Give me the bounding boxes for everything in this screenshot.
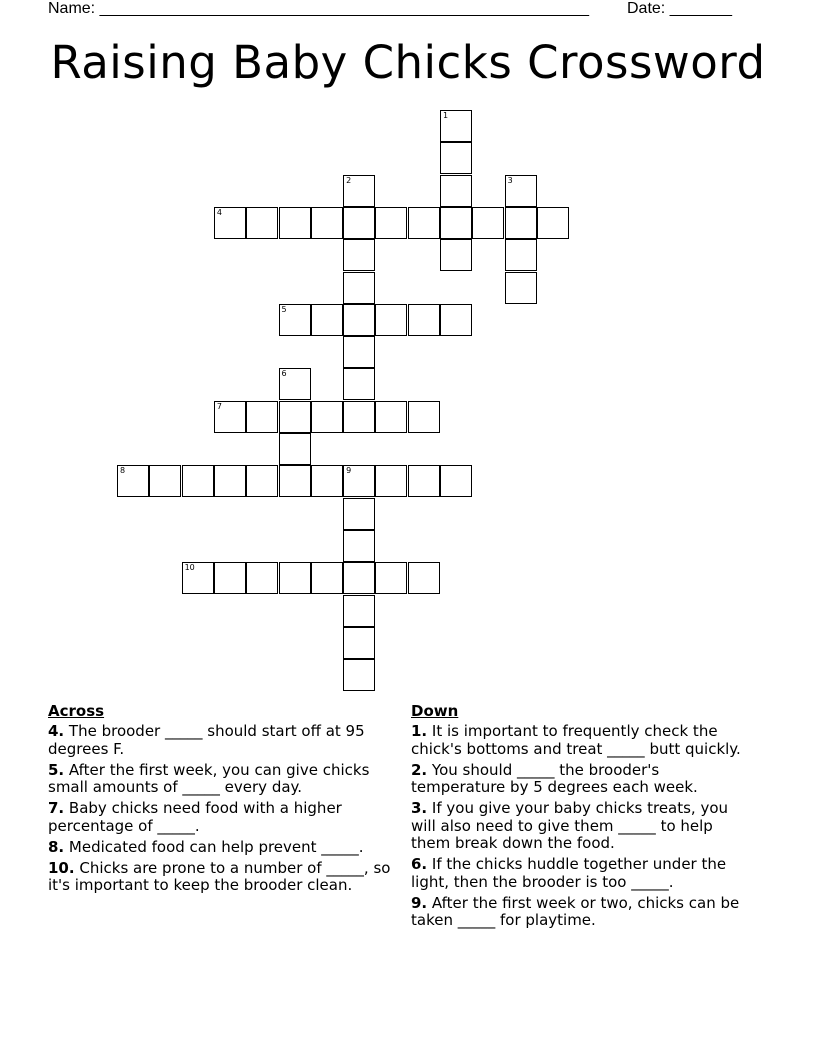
crossword-cell[interactable]: [343, 207, 375, 239]
clue-text: Chicks are prone to a number of _____, so it's important to keep the brooder clean.: [48, 858, 391, 894]
crossword-cell[interactable]: [343, 498, 375, 530]
cell-number: 10: [184, 563, 195, 573]
crossword-cell[interactable]: [343, 175, 375, 207]
crossword-cell[interactable]: [214, 465, 246, 497]
crossword-cell[interactable]: [182, 465, 214, 497]
cell-number: 3: [507, 175, 513, 185]
crossword-cell[interactable]: [279, 465, 311, 497]
crossword-cell[interactable]: [246, 401, 278, 433]
crossword-cell[interactable]: [408, 304, 440, 336]
across-heading: Across: [48, 702, 105, 720]
crossword-cell[interactable]: [440, 175, 472, 207]
crossword-cell[interactable]: [537, 207, 569, 239]
clue-number: 2.: [411, 760, 428, 779]
crossword-cell[interactable]: [505, 272, 537, 304]
clue-number: 6.: [411, 855, 428, 873]
crossword-cell[interactable]: [375, 562, 407, 594]
crossword-cell[interactable]: [343, 595, 375, 627]
crossword-cell[interactable]: [279, 401, 311, 433]
crossword-cell[interactable]: [408, 465, 440, 497]
crossword-cell[interactable]: [375, 207, 407, 239]
down-heading: Down: [411, 702, 459, 720]
clue-text: You should _____ the brooder's temperature by 5 degrees each week.: [411, 760, 698, 796]
crossword-cell[interactable]: [246, 207, 278, 239]
crossword-cell[interactable]: [182, 562, 214, 594]
clue-text: Medicated food can help prevent _____.: [68, 837, 364, 856]
crossword-cell[interactable]: [343, 562, 375, 594]
page-title: Raising Baby Chicks Crossword: [50, 36, 766, 89]
crossword-cell[interactable]: [246, 465, 278, 497]
clue-text: If you give your baby chicks treats, you will also need to give them _____ to help them break down the food.: [411, 799, 729, 852]
down-clues: [411, 702, 756, 933]
crossword-cell[interactable]: [375, 401, 407, 433]
crossword-cell[interactable]: [505, 207, 537, 239]
clue-text: After the first week or two, chicks can be taken _____ for playtime.: [411, 893, 740, 929]
crossword-cell[interactable]: [440, 207, 472, 239]
cell-number: 5: [281, 304, 287, 314]
crossword-cell[interactable]: [343, 465, 375, 497]
clue-text: Baby chicks need food with a higher percentage of _____.: [48, 799, 342, 835]
across-clue: [48, 800, 398, 835]
crossword-cell[interactable]: [375, 465, 407, 497]
name-field-label: Name: _______________________________________________________: [48, 0, 589, 17]
crossword-cell[interactable]: [505, 239, 537, 271]
crossword-cell[interactable]: [408, 562, 440, 594]
across-clue: [48, 762, 398, 797]
across-clue: [48, 723, 398, 758]
crossword-cell[interactable]: [279, 562, 311, 594]
crossword-cell[interactable]: [343, 530, 375, 562]
clue-number: 9.: [411, 893, 428, 912]
cell-number: 1: [443, 111, 449, 120]
crossword-cell[interactable]: [214, 562, 246, 594]
crossword-cell[interactable]: [117, 465, 149, 497]
clue-number: 1.: [411, 722, 428, 740]
crossword-cell[interactable]: [149, 465, 181, 497]
crossword-cell[interactable]: [279, 304, 311, 336]
crossword-cell[interactable]: [246, 562, 278, 594]
down-clue: [411, 895, 756, 930]
across-clue: [48, 860, 398, 895]
cell-number: 7: [216, 401, 222, 411]
clue-text: It is important to frequently check the chick's bottoms and treat _____ butt quickly.: [411, 722, 741, 758]
across-clue: [48, 839, 398, 857]
crossword-cell[interactable]: [279, 368, 311, 400]
crossword-cell[interactable]: [214, 207, 246, 239]
crossword-cell[interactable]: [214, 401, 246, 433]
crossword-cell[interactable]: [343, 627, 375, 659]
crossword-cell[interactable]: [472, 207, 504, 239]
crossword-cell[interactable]: [343, 239, 375, 271]
date-field-label: Date: _______: [627, 0, 732, 17]
crossword-cell[interactable]: [408, 207, 440, 239]
clue-number: 8.: [48, 837, 65, 856]
down-clue: [411, 800, 756, 853]
cell-number: 4: [216, 207, 222, 217]
crossword-cell[interactable]: [375, 304, 407, 336]
clue-number: 3.: [411, 799, 428, 817]
crossword-cell[interactable]: [311, 465, 343, 497]
crossword-cell[interactable]: [343, 336, 375, 368]
crossword-cell[interactable]: [279, 433, 311, 465]
cell-number: 9: [346, 466, 352, 476]
crossword-cell[interactable]: [343, 272, 375, 304]
across-clues: [48, 702, 398, 898]
crossword-cell[interactable]: [440, 239, 472, 271]
crossword-cell[interactable]: [343, 401, 375, 433]
down-clue: [411, 856, 756, 891]
crossword-cell[interactable]: [408, 401, 440, 433]
clue-number: 7.: [48, 799, 65, 817]
clue-text: After the first week, you can give chicks small amounts of _____ every day.: [48, 760, 370, 796]
crossword-cell[interactable]: [440, 465, 472, 497]
crossword-cell[interactable]: [343, 368, 375, 400]
crossword-cell[interactable]: [311, 207, 343, 239]
crossword-cell[interactable]: [440, 304, 472, 336]
crossword-cell[interactable]: [440, 142, 472, 174]
cell-number: 8: [120, 466, 126, 476]
clue-number: 10.: [48, 858, 75, 877]
crossword-cell[interactable]: [505, 175, 537, 207]
crossword-cell[interactable]: [311, 401, 343, 433]
down-clue: [411, 762, 756, 797]
crossword-cell[interactable]: [311, 304, 343, 336]
crossword-cell[interactable]: [311, 562, 343, 594]
crossword-cell[interactable]: [343, 304, 375, 336]
crossword-cell[interactable]: [279, 207, 311, 239]
clue-number: 4.: [48, 722, 65, 740]
cell-number: 2: [346, 175, 352, 185]
clue-text: The brooder _____ should start off at 95 degrees F.: [48, 722, 365, 758]
crossword-cell[interactable]: [343, 659, 375, 691]
crossword-cell[interactable]: [440, 110, 472, 142]
clue-text: If the chicks huddle together under the light, then the brooder is too _____.: [411, 855, 727, 891]
down-clue: [411, 723, 756, 758]
cell-number: 6: [281, 369, 287, 379]
clue-number: 5.: [48, 760, 65, 779]
